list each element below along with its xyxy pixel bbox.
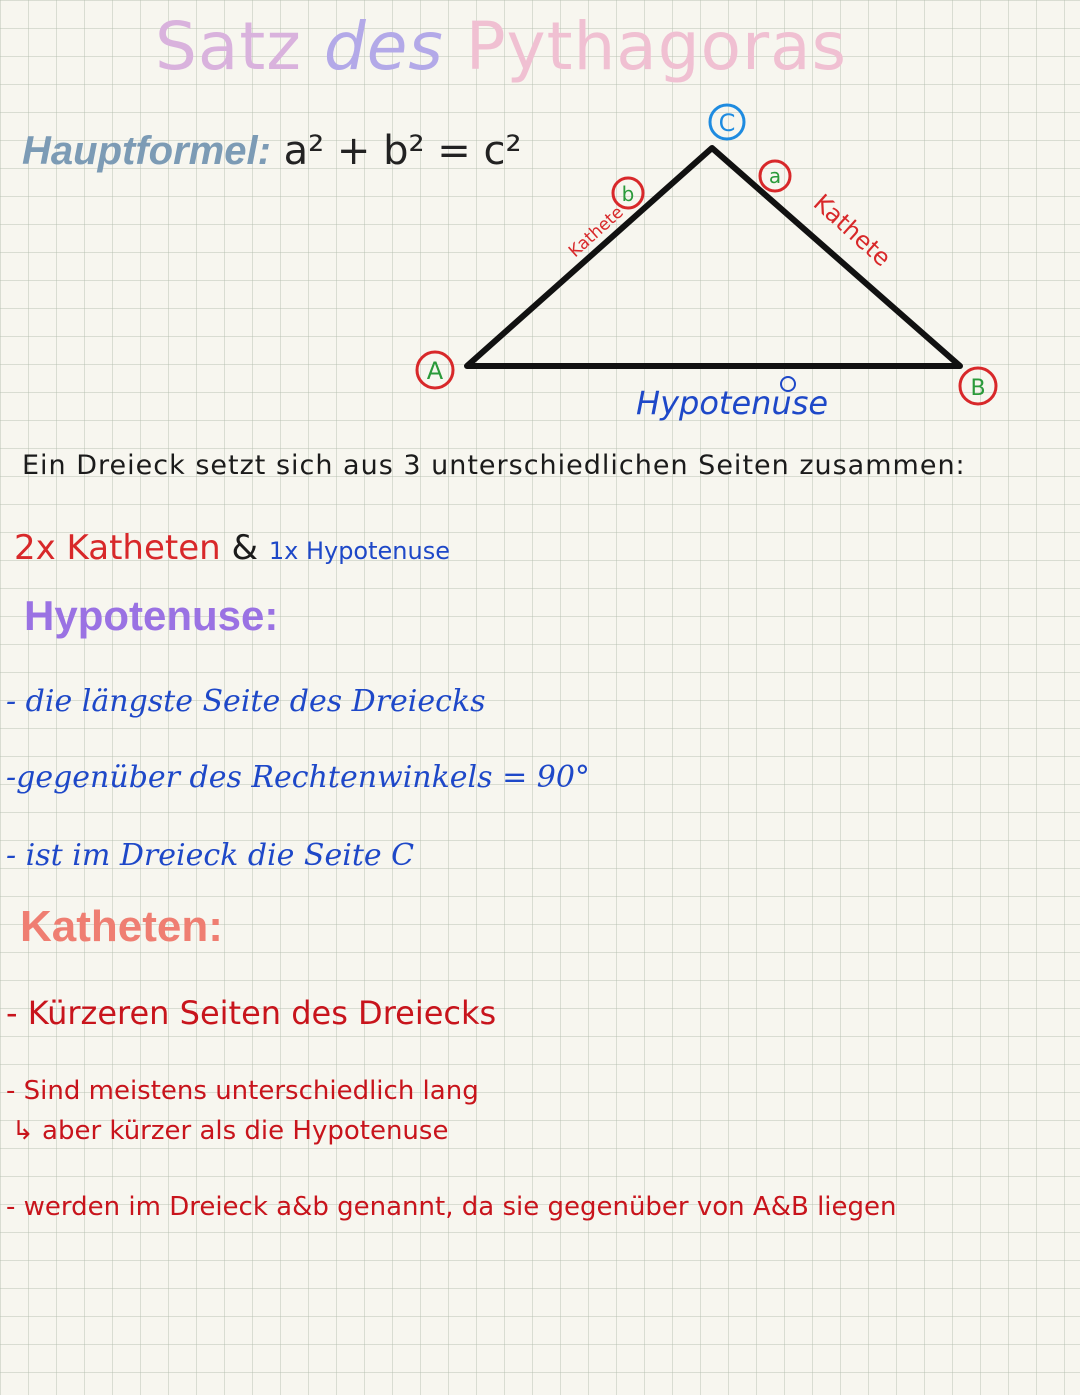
katheten-heading: Katheten: bbox=[20, 902, 223, 951]
vertex-a-label: A bbox=[426, 357, 444, 385]
hypotenuse-item-3: - ist im Dreieck die Seite C bbox=[6, 838, 415, 873]
side-b-label: b bbox=[621, 182, 635, 206]
vertex-b-label: B bbox=[970, 376, 986, 401]
summary-line bbox=[14, 528, 450, 568]
summary-hypotenuse: 1x Hypotenuse bbox=[268, 537, 450, 565]
katheten-item-3: - werden im Dreieck a&b genannt, da sie gegenüber von A&B liegen bbox=[6, 1192, 897, 1222]
hypotenuse-item-1: - die längste Seite des Dreiecks bbox=[6, 684, 486, 719]
hypotenuse-heading: Hypotenuse: bbox=[24, 592, 279, 639]
title-word-pythagoras: Pythagoras bbox=[465, 8, 847, 85]
katheten-item-2-sub: ↳ aber kürzer als die Hypotenuse bbox=[12, 1116, 449, 1146]
hypotenuse-label: Hypotenuse bbox=[636, 384, 829, 422]
formula-expression: a² + b² = c² bbox=[283, 128, 522, 174]
title-word-des: des bbox=[323, 8, 444, 85]
formula-label: Hauptformel: bbox=[22, 129, 271, 173]
katheten-item-2: - Sind meistens unterschiedlich lang bbox=[6, 1076, 479, 1106]
right-kathete-label: Kathete bbox=[807, 188, 897, 273]
triangle-diagram bbox=[0, 0, 1080, 440]
side-a-label: a bbox=[768, 164, 782, 188]
left-kathete-label: Kathete bbox=[564, 202, 628, 262]
hypotenuse-item-2: -gegenüber des Rechtenwinkels = 90° bbox=[6, 760, 590, 795]
title-word-satz: Satz bbox=[155, 8, 302, 85]
vertex-c-label: C bbox=[718, 109, 736, 137]
katheten-item-1: - Kürzeren Seiten des Dreiecks bbox=[6, 994, 497, 1032]
intro-text: Ein Dreieck setzt sich aus 3 unterschiedlichen Seiten zusammen: bbox=[22, 450, 966, 481]
summary-ampersand: & bbox=[231, 528, 259, 568]
summary-katheten: 2x Katheten bbox=[14, 528, 221, 568]
